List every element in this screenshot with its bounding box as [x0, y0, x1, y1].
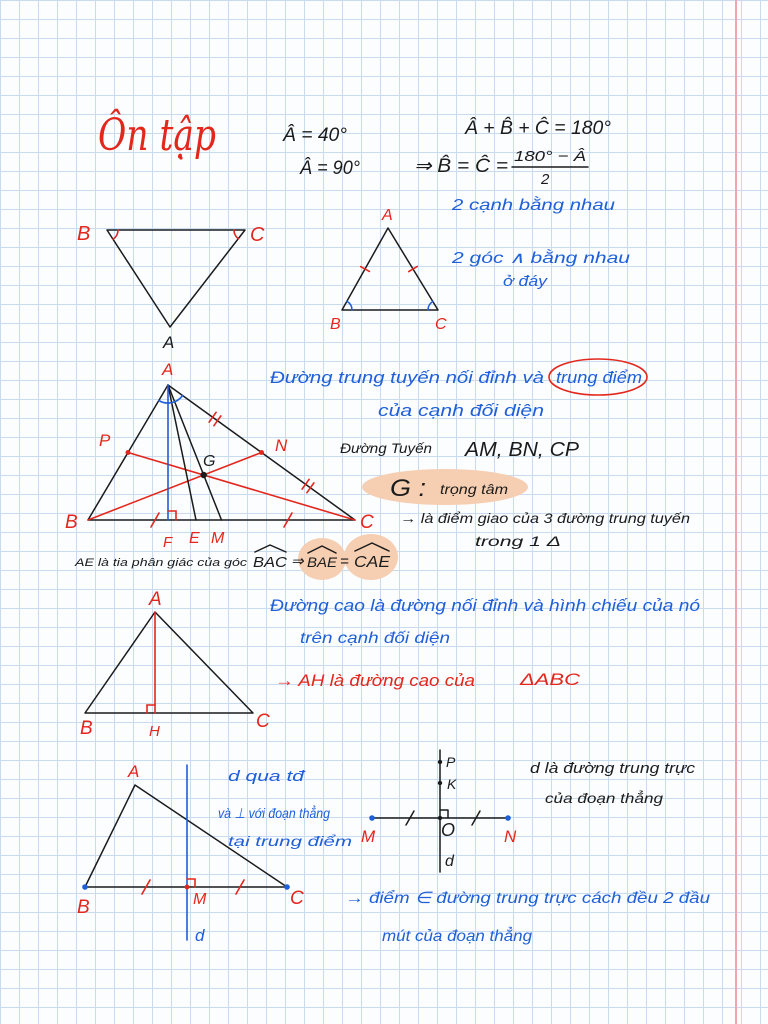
centroid-name: trọng tâm [440, 481, 509, 497]
point-n [505, 815, 511, 821]
bisector-implies: ⇒ [291, 553, 304, 570]
base-angle-mark-b [347, 301, 352, 310]
perp-bisector-notes [218, 768, 352, 849]
isosceles-notes [451, 195, 630, 290]
segment-notes [345, 760, 710, 945]
median-cp [128, 453, 355, 521]
centroid-description-line1: → là điểm giao của 3 đường trung tuyến [400, 510, 691, 526]
equal-side-tick [409, 266, 418, 271]
perp-bisector-desc3: tại trung điểm [228, 833, 353, 849]
point-label-n: N [275, 436, 288, 455]
perp-bisector-desc2: và ⊥ với đoạn thẳng [218, 805, 346, 821]
median-definition-circled: trung điểm [556, 368, 642, 387]
base-angle-mark-c [428, 302, 433, 311]
bisector-prefix: AE là tia phân giác của góc [73, 557, 248, 569]
formula-angle-a40: Â = 40° [283, 125, 347, 146]
formula-implies: ⇒ B̂ = Ĉ = [414, 156, 500, 177]
bisector-angle: BAC [253, 554, 288, 571]
altitude-example: → AH là đường cao của [275, 671, 475, 690]
segment-diagram [361, 750, 517, 872]
note-two-equal-sides: 2 cạnh bằng nhau [452, 197, 581, 214]
point-label-m: M [361, 827, 376, 846]
altitude-definition-line1: Đường cao là đường nối đỉnh và hình chiếu của nó [270, 596, 700, 615]
title-dot [179, 156, 182, 159]
point-label-n: N [504, 827, 517, 846]
formula-angle-sum: Â + B̂ + Ĉ = 180° [465, 118, 609, 139]
vertex-label-a: A [162, 360, 174, 379]
point-label-h: H [149, 723, 160, 740]
point-k [438, 781, 442, 785]
medians-label: Đường Tuyến [340, 440, 433, 456]
hat-mark [255, 545, 286, 552]
bisector-ae [168, 385, 196, 520]
vertex-label-a: A [163, 333, 175, 352]
point-m [185, 885, 190, 890]
angle-bae: BAE [307, 554, 338, 570]
vertex-label-c: C [256, 711, 270, 732]
angle-cae: CAE [354, 554, 391, 571]
right-angle-mark [168, 511, 176, 520]
centroid-point [201, 472, 207, 478]
point-label-p: P [446, 754, 456, 770]
point-c [284, 884, 290, 890]
triangle-altitude-outline [85, 612, 253, 713]
point-label-p: P [99, 431, 111, 450]
centroid-description-line2: trong 1 Δ [475, 533, 561, 549]
right-angle-mark [147, 705, 155, 713]
point-p [438, 760, 442, 764]
point-p [126, 450, 131, 455]
equal-side-tick [209, 412, 216, 422]
triangle-medians [65, 360, 374, 551]
vertex-label-a: A [128, 762, 140, 781]
triangle-isosceles [330, 207, 447, 333]
triangle-inverted-outline [107, 230, 245, 327]
vertex-label-b: B [330, 316, 341, 333]
note-at-base: ở đáy [503, 273, 549, 290]
segment-desc2: của đoạn thẳng [545, 790, 642, 806]
segment-desc1: d là đường trung trực [530, 760, 696, 777]
vertex-label-b: B [65, 512, 78, 533]
triangle-isosceles-outline [342, 228, 438, 310]
centroid-symbol: G : [390, 475, 426, 502]
point-label-k: K [447, 776, 457, 792]
vertex-label-b: B [77, 897, 90, 918]
note-two-equal-angles: 2 góc ∧ bằng nhau [452, 250, 588, 267]
point-m [369, 815, 375, 821]
point-b [82, 884, 88, 890]
vertex-label-c: C [360, 512, 374, 533]
point-label-g: G [203, 453, 216, 470]
point-label-m: M [193, 891, 207, 908]
triangle-inverted [77, 223, 265, 352]
vertex-label-b: B [77, 223, 91, 245]
point-label-f: F [163, 534, 173, 551]
point-n [259, 450, 264, 455]
vertex-label-b: B [80, 718, 93, 739]
equal-side-tick [307, 483, 314, 493]
equal-side-tick [302, 479, 309, 489]
median-definition-line1: Đường trung tuyến nối đỉnh và [270, 368, 544, 387]
vertex-label-a: A [382, 207, 393, 224]
triangle-altitude [80, 589, 270, 740]
altitude-notes [270, 596, 700, 690]
equal-side-tick [361, 267, 370, 272]
vertex-label-c: C [250, 224, 265, 246]
segment-property-line2: mút của đoạn thẳng [382, 928, 524, 945]
line-label-d: d [445, 853, 454, 870]
point-label-m: M [211, 530, 225, 547]
formula-fraction-denominator: 2 [541, 171, 550, 188]
formula-angle-a90: Â = 90° [300, 158, 364, 179]
page-title: Ôn tập [98, 110, 249, 161]
triangle-perp-bisector [77, 762, 307, 945]
bisector-note [74, 534, 398, 580]
perp-bisector-desc1: d qua tđ [228, 768, 307, 785]
angle-mark-c [234, 230, 238, 239]
vertex-label-a: A [149, 589, 162, 610]
formula-fraction-numerator: 180° − Â [514, 148, 586, 165]
altitude-definition-line2: trên cạnh đối diện [300, 630, 451, 647]
line-label-d: d [195, 926, 205, 945]
medians-list: AM, BN, CP [463, 439, 580, 461]
median-bn [88, 453, 262, 521]
segment-property-line1: → điểm ∈ đường trung trực cách đều 2 đầu [345, 890, 657, 907]
angle-formulas [282, 117, 611, 188]
altitude-example-triangle: ΔABC [518, 670, 581, 689]
equal-side-tick [214, 416, 221, 426]
vertex-label-c: C [435, 316, 447, 333]
angle-mark-b [113, 230, 118, 239]
median-definition-line2: của cạnh đối diện [378, 401, 544, 420]
point-label-o: O [441, 820, 456, 840]
vertex-label-c: C [290, 888, 304, 909]
equals-sign: = [340, 553, 349, 570]
point-label-e: E [189, 530, 200, 547]
